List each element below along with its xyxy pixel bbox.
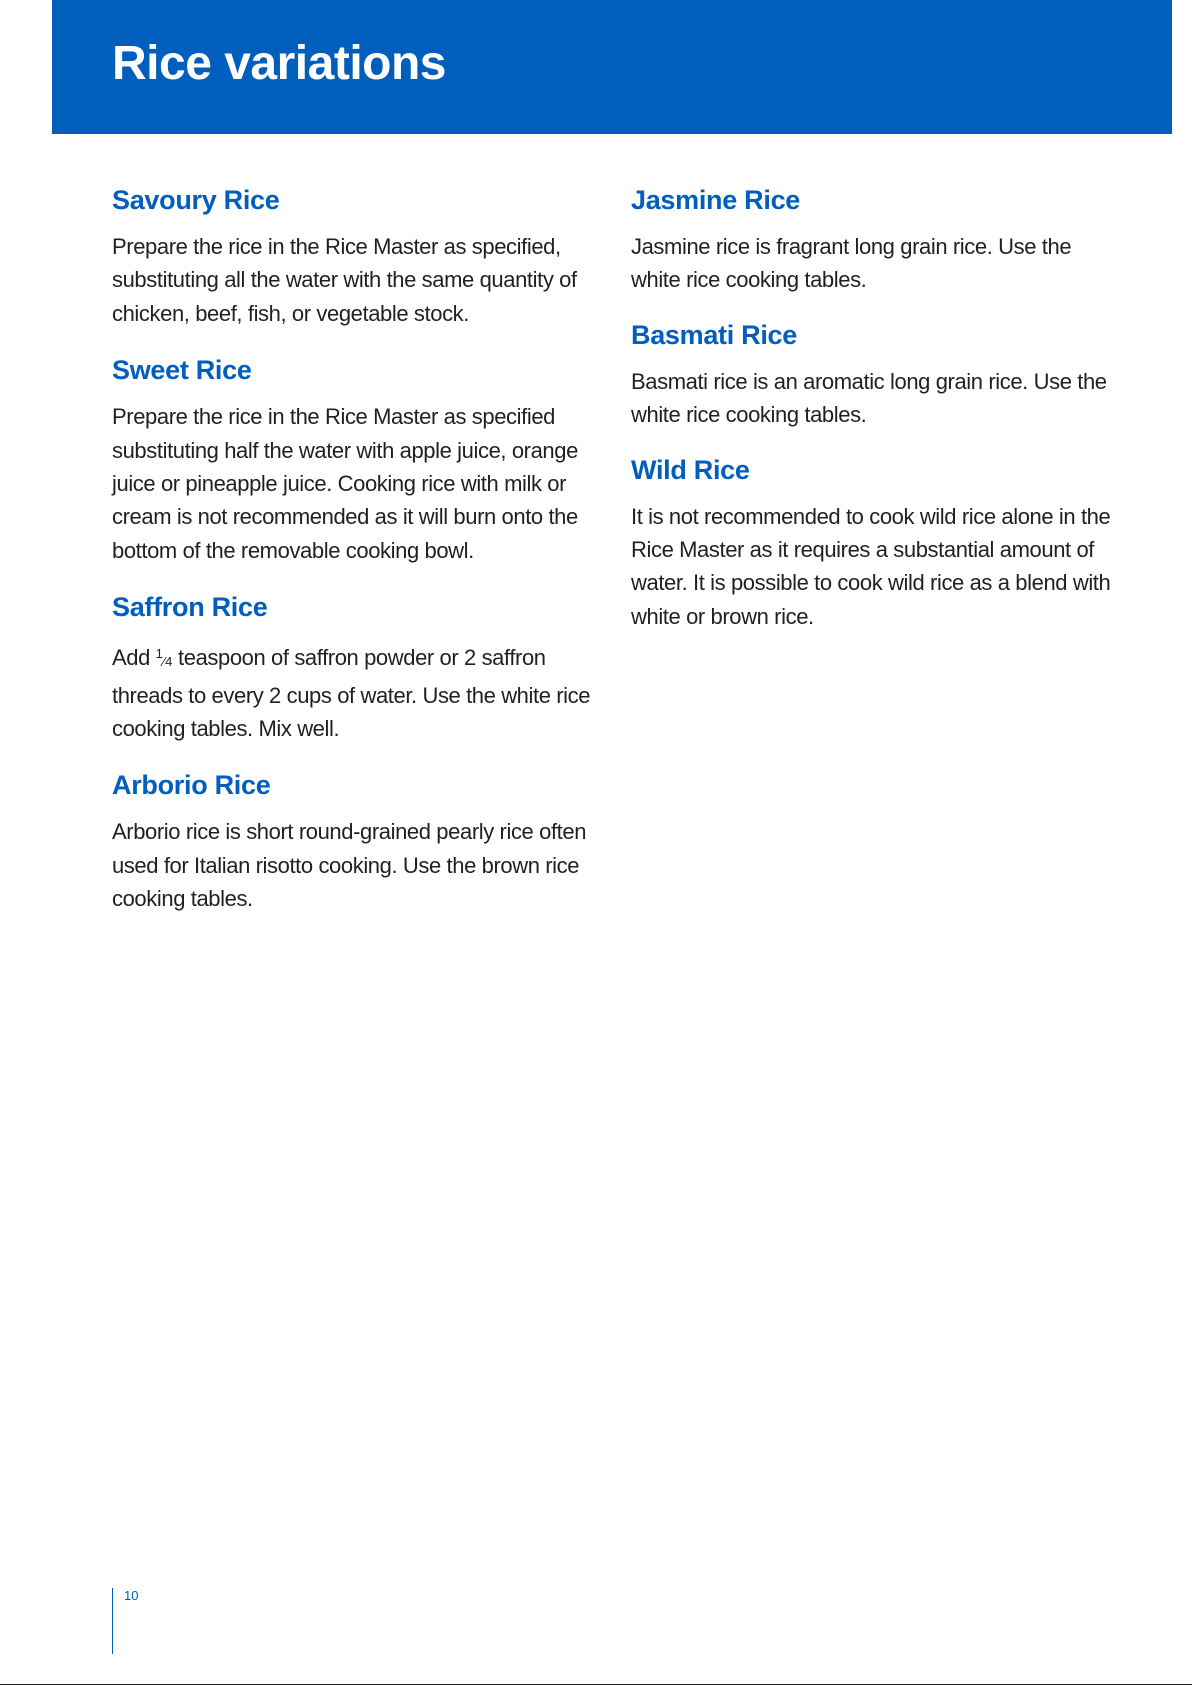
section-jasmine-rice (631, 182, 1121, 297)
section-arborio-rice (112, 767, 592, 915)
fraction-numerator: 1 (155, 646, 163, 662)
right-column (631, 182, 1121, 653)
header-band (52, 0, 1172, 134)
left-column (112, 182, 592, 938)
section-wild-rice (631, 452, 1121, 634)
section-heading: Sweet Rice (112, 355, 252, 386)
page-number: 10 (124, 1588, 139, 1603)
section-body: Prepare the rice in the Rice Master as specified, substituting all the water with the same quantity of chicken, beef, fish, or vegetable stock. (112, 234, 577, 326)
footer-rule (112, 1588, 113, 1654)
section-saffron-rice (112, 589, 592, 745)
section-body: It is not recommended to cook wild rice alone in the Rice Master as it requires a substantial amount of water. It is possible to cook wild rice as a blend with white or brown rice. (631, 503, 1111, 629)
section-heading: Arborio Rice (112, 770, 271, 801)
section-heading: Wild Rice (631, 454, 750, 485)
section-body: Arborio rice is short round-grained pearly rice often used for Italian risotto cooking. Use the brown rice cooking tables. (112, 819, 587, 912)
section-body (112, 637, 592, 745)
section-body: Jasmine rice is fragrant long grain rice. Use the white rice cooking tables. (631, 234, 1072, 293)
section-body: Prepare the rice in the Rice Master as specified substituting half the water with apple juice, orange juice or pineapple juice. Cooking rice with milk or cream is not recommended as it will burn onto the bottom of the removable cooking bowl. (112, 404, 578, 563)
page-title: Rice variations (112, 37, 446, 90)
section-heading: Saffron Rice (112, 592, 268, 623)
body-prefix: Add (112, 645, 156, 671)
fraction-denominator: 4 (165, 654, 173, 670)
section-heading: Jasmine Rice (631, 185, 800, 215)
section-basmati-rice (631, 317, 1121, 432)
section-sweet-rice (112, 352, 592, 567)
body-suffix: teaspoon of saffron powder or 2 saffron threads to every 2 cups of water. Use the white rice cooking tables. Mix well. (112, 645, 591, 742)
section-body: Basmati rice is an aromatic long grain rice. Use the white rice cooking tables. (631, 368, 1107, 428)
section-savoury-rice (112, 182, 592, 330)
section-heading: Savoury Rice (112, 185, 280, 215)
section-heading: Basmati Rice (631, 319, 797, 350)
fraction-separator: ⁄ (162, 654, 166, 670)
